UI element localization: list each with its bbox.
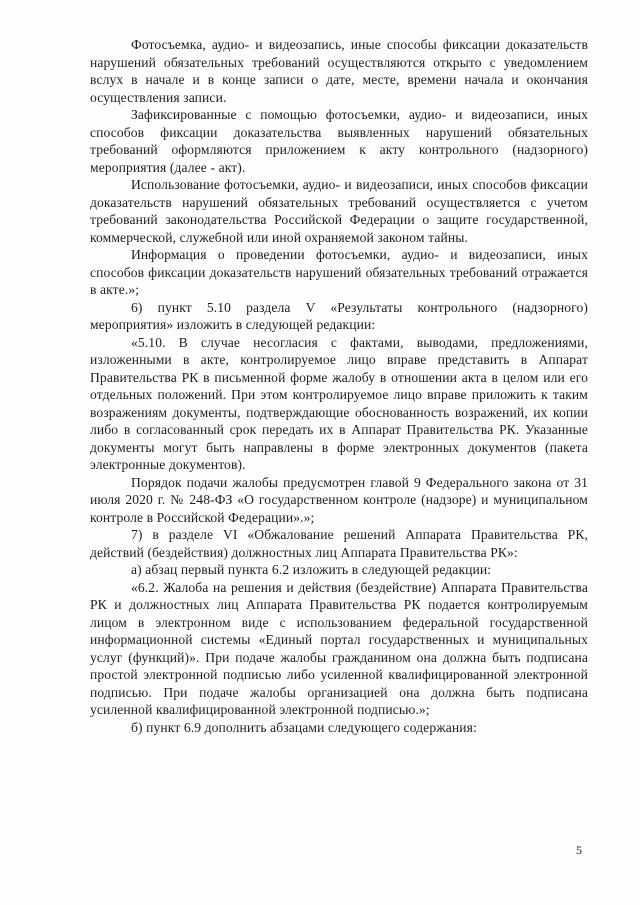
paragraph-recording-in-act: Информация о проведении фотосъемки, аудио- и видеозаписи, иных способов фиксации доказательств нарушений обязательных требований отражается в акте.»; bbox=[90, 247, 588, 297]
paragraph-clause-5-10: «5.10. В случае несогласия с фактами, выводами, предложениями, изложенными в акте, контролируемое лицо вправе представить в Аппарат Правительства РК в письменной форме жалобу в отношении акта в целом или его отдельных положений. При этом контролируемое лицо вправе приложить к таким возражениям документы, подтверждающие обоснованность возражений, их копии либо в согласованный срок передать их в Аппарат Правительства РК. Указанные документы могут быть направлены в форме электронных документов (пакета электронные документов). bbox=[90, 334, 588, 472]
paragraph-item-7a: а) абзац первый пункта 6.2 изложить в следующей редакции: bbox=[131, 562, 492, 577]
paragraph-item-7b: б) пункт 6.9 дополнить абзацами следующего содержания: bbox=[131, 719, 477, 735]
paragraph-recording-notice: Фотосъемка, аудио- и видеозапись, иные способы фиксации доказательств нарушений обязательных требований осуществляются открыто с уведомлением вслух в начале и в конце записи о дате, месте, времени начала и окончания осуществления записи. bbox=[90, 37, 588, 105]
document-body bbox=[90, 36, 588, 736]
paragraph-recording-secrecy: Использование фотосъемки, аудио- и видеозаписи, иных способов фиксации доказательств нарушений обязательных требований осуществляется с учетом требований законодательства Российской Федерации о защите государственной, коммерческой, служебной или иной охраняемой законом тайны. bbox=[90, 177, 588, 245]
paragraph-item-7: 7) в разделе VI «Обжалование решений Аппарата Правительства РК, действий (бездействия) должностных лиц Аппарата Правительства РК»: bbox=[90, 527, 588, 560]
paragraph-clause-6-2: «6.2. Жалоба на решения и действия (бездействие) Аппарата Правительства РК и должностных лиц Аппарата Правительства РК подается контролируемым лицом в электронном виде с использованием федеральной государственной информационной системы «Единый портал государственных и муниципальных услуг (функций)». При подаче жалобы гражданином она должна быть подписана простой электронной подписью либо усиленной квалифицированной электронной подписью. При подаче жалобы организацией она должна быть подписана усиленной квалифицированной электронной подписью.»; bbox=[90, 579, 588, 717]
paragraph-item-6: 6) пункт 5.10 раздела V «Результаты контрольного (надзорного) мероприятия» изложить в следующей редакции: bbox=[90, 299, 588, 332]
page-number: 5 bbox=[576, 843, 582, 857]
paragraph-complaint-procedure: Порядок подачи жалобы предусмотрен главой 9 Федерального закона от 31 июля 2020 г. № 248-ФЗ «О государственном контроле (надзоре) и муниципальном контроле в Российской Федерации».»; bbox=[90, 474, 588, 525]
paragraph-recording-attachment: Зафиксированные с помощью фотосъемки, аудио- и видеозаписи, иных способов фиксации доказательства выявленных нарушений обязательных требований оформляются приложением к акту контрольного (надзорного) мероприятия (далее - акт). bbox=[90, 107, 588, 175]
